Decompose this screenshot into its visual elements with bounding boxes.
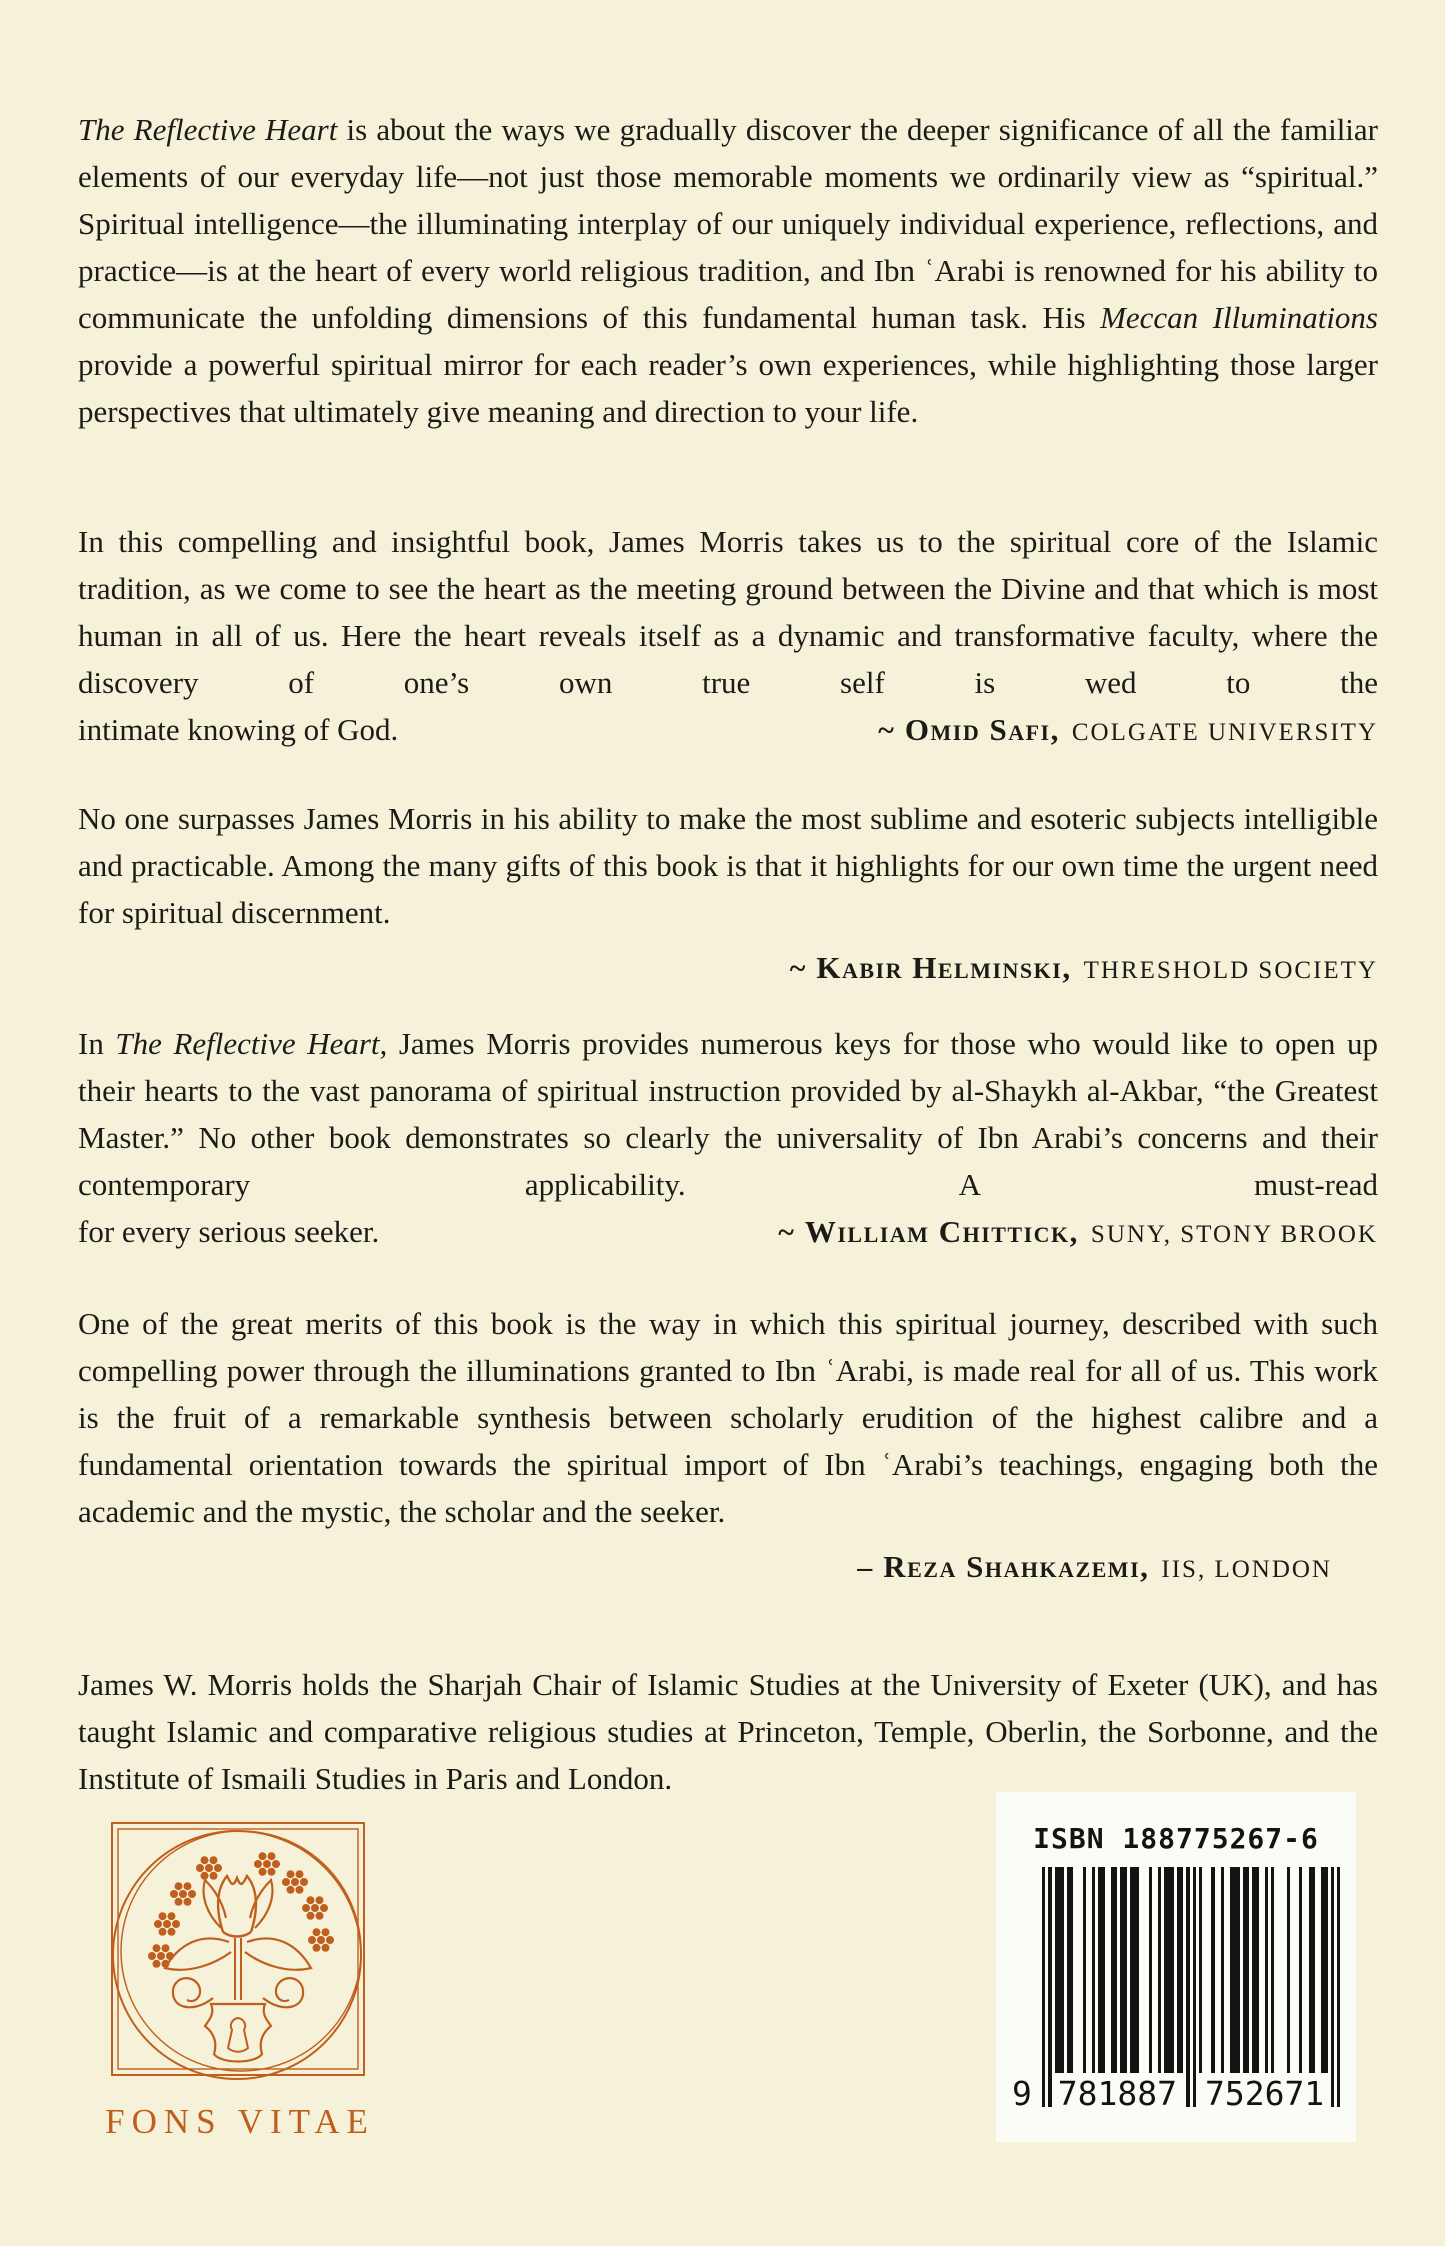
attribution-row [78,944,1378,994]
publisher-name: FONS VITAE [105,2102,375,2141]
attribution-affiliation: SUNY, STONY BROOK [1090,1221,1378,1248]
attribution [878,706,1378,756]
quote-block-william-chittick [78,1020,1378,1258]
barcode-digit-first: 9 [1012,2074,1032,2113]
quote-last-line: intimate knowing of God. [78,712,399,747]
quote-last-line-row [78,1208,1378,1258]
attribution-name: Reza Shahkazemi, [883,1549,1150,1584]
paragraph-description: The Reflective Heart is about the ways we gradually discover the deeper significance of all the familiar elements of our everyday life—not just those memorable moments we ordinarily view as “spiritual.” Spiritual intelligence—the illuminating interplay of our uniquely individual experience, reflections, and practice—is at the heart of every world religious tradition, and Ibn ʿArabi is renowned for his ability to communicate the unfolding dimensions of this fundamental human task. His Meccan Illuminations provide a powerful spiritual mirror for each reader’s own experiences, while highlighting those larger perspectives that ultimately give meaning and direction to your life. [78,112,1378,429]
attribution [857,1549,1332,1584]
attribution-name: William Chittick, [804,1214,1079,1249]
barcode-bars [1042,1867,1340,2107]
barcode [1012,1867,1340,2113]
quote-last-line-row [78,706,1378,756]
barcode-digits-left-group: 781887 [1057,2074,1177,2113]
quote-block-omid-safi [78,518,1378,756]
attribution-dash: ~ [789,952,807,985]
attribution-dash: ~ [878,714,895,747]
quote-text: One of the great merits of this book is the way in which this spiritual journey, described with such compelling power through the illuminations granted to Ibn ʿArabi, is made real for all of us. This work is the fruit of a remarkable synthesis between scholarly erudition of the highest calibre and a fundamental orientation towards the spiritual import of Ibn ʿArabi’s teachings, engaging both the academic and the mystic, the scholar and the seeker. [78,1306,1378,1529]
barcode-digits-right-group: 752671 [1204,2074,1325,2113]
attribution-row [78,1543,1378,1593]
author-bio: James W. Morris holds the Sharjah Chair of Islamic Studies at the University of Exeter (UK), and has taught Islamic and comparative religious studies at Princeton, Temple, Oberlin, the Sorbonne, and the Institute of Ismaili Studies in Paris and London. [78,1667,1378,1796]
quote-text: In this compelling and insightful book, James Morris takes us to the spiritual core of the Islamic tradition, as we come to see the heart as the meeting ground between the Divine and that which is most human in all of us. Here the heart reveals itself as a dynamic and transformative faculty, where the discovery of one’s own true self is wed to the [78,524,1378,700]
attribution-affiliation: IIS, LONDON [1161,1556,1332,1583]
fons-vitae-logo-icon [109,1820,371,2090]
attribution [778,1208,1378,1258]
attribution-affiliation: THRESHOLD SOCIETY [1083,957,1378,984]
attribution [790,950,1378,985]
isbn-box [996,1792,1356,2142]
quote-last-line: for every serious seeker. [78,1214,380,1249]
attribution-dash: ~ [778,1216,795,1249]
quote-text: In The Reflective Heart, James Morris provides numerous keys for those who would like to open up their hearts to the vast panorama of spiritual instruction provided by al-Shaykh al-Akbar, “the Greatest Master.” No other book demonstrates so clearly the universality of Ibn Arabi’s concerns and their contemporary applicability. A must-read [78,1026,1378,1202]
attribution-name: Omid Safi, [904,712,1060,747]
quote-text: No one surpasses James Morris in his ability to make the most sublime and esoteric subjects intelligible and practicable. Among the many gifts of this book is that it highlights for our own time the urgent need for spiritual discernment. [78,801,1378,930]
attribution-affiliation: COLGATE UNIVERSITY [1071,719,1378,746]
attribution-dash: – [857,1551,874,1584]
isbn-label: ISBN 188775267-6 [1033,1822,1319,1855]
publisher-logo [100,1820,380,2142]
quote-block-reza-shahkazemi [78,1300,1378,1593]
quote-block-kabir-helminski [78,795,1378,994]
attribution-name: Kabir Helminski, [816,950,1072,985]
